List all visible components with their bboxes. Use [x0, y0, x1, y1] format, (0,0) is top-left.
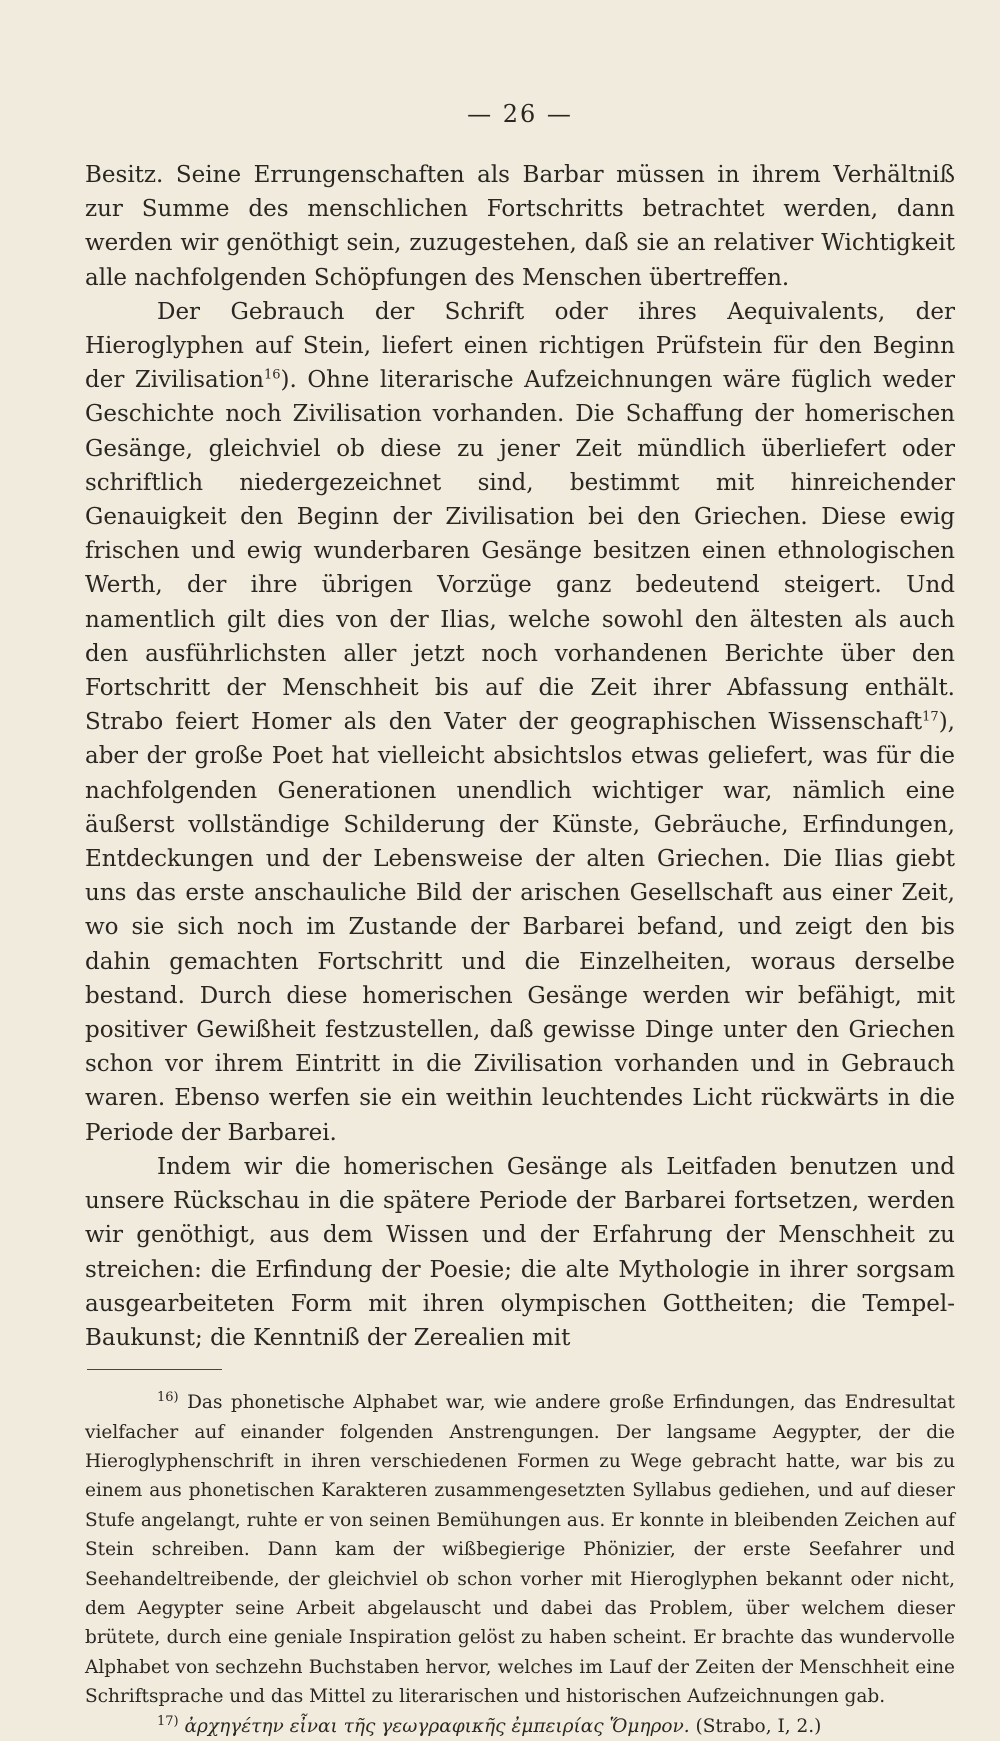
paragraph: [85, 158, 955, 295]
citation: (Strabo, I, 2.): [695, 1715, 822, 1737]
main-text: [85, 158, 955, 1355]
footnotes: [85, 1388, 955, 1741]
footnote-16: [85, 1388, 955, 1711]
footnote-ref-17: 17: [922, 709, 939, 725]
footnote-divider: [87, 1369, 222, 1370]
paragraph-text: ). Ohne literarische Aufzeichnungen wäre füglich weder Geschichte noch Zivilisation vorhanden. Die Schaffung der homerischen Gesänge, gleichviel ob diese zu jener Zeit mündlich überliefert oder schriftlich niedergezeichnet sind, bestimmt mit hinreichender Genauigkeit den Beginn der Zivilisation bei den Griechen. Diese ewig frischen und ewig wunderbaren Gesänge besitzen einen ethnologischen Werth, der ihre übrigen Vorzüge ganz bedeutend steigert. Und namentlich gilt dies von der Ilias, welche sowohl den ältesten als auch den ausführlichsten aller jetzt noch vorhandenen Berichte über den Fortschritt der Menschheit bis auf die Zeit ihrer Abfassung enthält. Strabo feiert Homer als den Vater der geographischen Wissenschaft: [85, 367, 955, 736]
paragraph: [85, 295, 955, 1150]
paragraph-text: ), aber der große Poet hat vielleicht absichtslos etwas geliefert, was für die nachfolgenden Generationen unendlich wichtiger war, nämlich eine äußerst vollständige Schilderung der Künste, Gebräuche, Erfindungen, Entdeckungen und der Lebensweise der alten Griechen. Die Ilias giebt uns das erste anschauliche Bild der arischen Gesellschaft aus einer Zeit, wo sie sich noch im Zustande der Barbarei befand, und zeigt den bis dahin gemachten Fortschritt und die Einzelheiten, woraus derselbe bestand. Durch diese homerischen Gesänge werden wir befähigt, mit positiver Gewißheit festzustellen, daß gewisse Dinge unter den Griechen schon vor ihrem Eintritt in die Zivilisation vorhanden und in Gebrauch waren. Ebenso werfen sie ein weithin leuchtendes Licht rückwärts in die Periode der Barbarei.: [85, 709, 955, 1146]
footnote-ref-16: 16: [264, 367, 281, 383]
paragraph-text: Besitz. Seine Errungenschaften als Barbar müssen in ihrem Verhältniß zur Summe des menschlichen Fortschritts betrachtet werden, dann werden wir genöthigt sein, zuzugestehen, daß sie an relativer Wichtigkeit alle nachfolgenden Schöpfungen des Menschen übertreffen.: [85, 162, 955, 291]
paragraph-text: Der Gebrauch der Schrift oder ihres Aequivalents, der Hieroglyphen auf Stein, liefert einen richtigen Prüfstein für den Beginn der Zivilisation: [85, 298, 955, 394]
paragraph-text: Indem wir die homerischen Gesänge als Leitfaden benutzen und unsere Rückschau in die spätere Periode der Barbarei fortsetzen, werden wir genöthigt, aus dem Wissen und der Erfahrung der Menschheit zu streichen: die Erfindung der Poesie; die alte Mythologie in ihrer sorgsam ausgearbeiteten Form mit ihren olympischen Gottheiten; die Tempel-Baukunst; die Kenntniß der Zerealien mit: [85, 1153, 955, 1351]
footnote-number: 16): [157, 1389, 179, 1405]
page-number: — 26 —: [467, 100, 573, 128]
greek-quote: ἀρχηγέτην εἶναι τῆς γεωγραφικῆς ἐμπειρίας Ὅμηρον.: [184, 1715, 690, 1737]
footnote-17: [85, 1712, 955, 1741]
footnote-text: Das phonetische Alphabet war, wie andere große Erfindungen, das Endresultat vielfacher auf einander folgenden Anstrengungen. Der langsame Aegypter, der die Hieroglyphenschrift in ihren verschiedenen Formen zu Wege gebracht hatte, war bis zu einem aus phonetischen Karakteren zusammengesetzten Syllabus gediehen, und auf dieser Stufe angelangt, ruhte er von seinen Bemühungen aus. Er konnte in bleibenden Zeichen auf Stein schreiben. Dann kam der wißbegierige Phönizier, der erste Seefahrer und Seehandeltreibende, der gleichviel ob schon vorher mit Hieroglyphen bekannt oder nicht, dem Aegypter seine Arbeit abgelauscht und dabei das Problem, über welchem dieser brütete, durch eine geniale Inspiration gelöst zu haben scheint. Er brachte das wundervolle Alphabet von sechzehn Buchstaben hervor, welches im Lauf der Zeiten der Menschheit eine Schriftsprache und das Mittel zu literarischen und historischen Aufzeichnungen gab.: [85, 1392, 955, 1708]
footnote-number: 17): [157, 1713, 179, 1729]
paragraph: [85, 1150, 955, 1355]
